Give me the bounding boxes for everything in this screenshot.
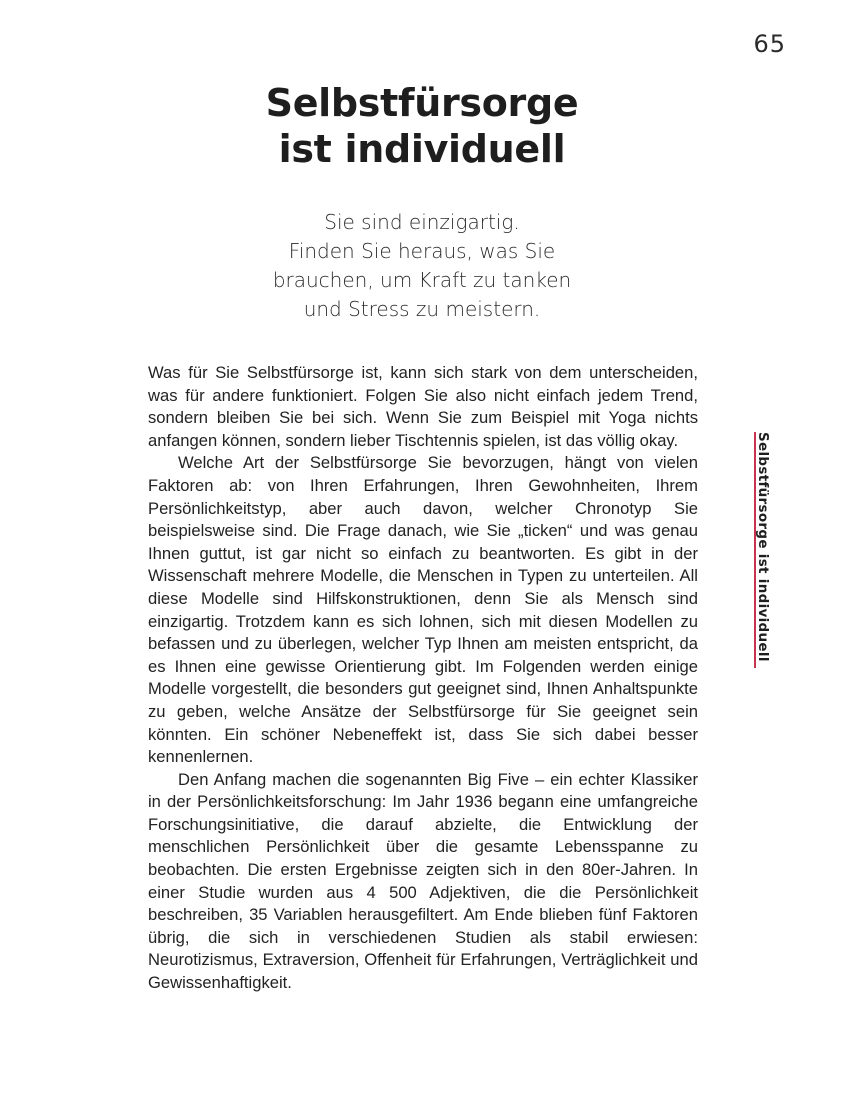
body-text — [148, 362, 698, 995]
subtitle-line-2: Finden Sie heraus, was Sie — [288, 239, 556, 263]
subtitle-line-3: brauchen, um Kraft zu tanken — [272, 268, 572, 292]
subtitle-line-1: Sie sind einzigartig. — [324, 210, 520, 234]
chapter-side-label: Selbstfürsorge ist individuell — [755, 432, 771, 662]
chapter-side-tab — [751, 432, 781, 668]
subtitle — [0, 208, 844, 324]
page-number: 65 — [753, 30, 786, 58]
title-line-1: Selbstfürsorge — [265, 81, 579, 125]
title-line-2: ist individuell — [278, 127, 566, 171]
page-title — [0, 80, 844, 172]
paragraph-3: Den Anfang machen die sogenannten Big Five – ein echter Klassiker in der Persönlichkeitsforschung: Im Jahr 1936 begann eine umfangreiche Forschungsinitiative, die darauf abzielte, die Entwicklung der menschlichen Persönlichkeit über die gesamte Lebensspanne zu beobachten. Die ersten Ergebnisse zeigten sich in den 80er-Jahren. In einer Studie wurden aus 4 500 Adjektiven, die die Persönlichkeit beschreiben, 35 Variablen herausgefiltert. Am Ende blieben fünf Faktoren übrig, die sich in verschiedenen Studien als stabil erwiesen: Neurotizismus, Extraversion, Offenheit für Erfahrungen, Verträglichkeit und Gewissenhaftigkeit. — [148, 769, 698, 993]
paragraph-1: Was für Sie Selbstfürsorge ist, kann sich stark von dem unterscheiden, was für andere funktioniert. Folgen Sie also nicht einfach jedem Trend, sondern bleiben Sie bei sich. Wenn Sie zum Beispiel mit Yoga nichts anfangen können, sondern lieber Tischtennis spielen, ist das völlig okay. — [148, 363, 698, 450]
paragraph-2: Welche Art der Selbstfürsorge Sie bevorzugen, hängt von vielen Faktoren ab: von Ihren Erfahrungen, Ihren Gewohnheiten, Ihrem Persönlichkeitstyp, aber auch davon, welcher Chronotyp Sie beispielsweise sind. Die Frage danach, wie Sie „ticken“ und was genau Ihnen guttut, ist gar nicht so einfach zu beantworten. Es gibt in der Wissenschaft mehrere Modelle, die Menschen in Typen zu unterteilen. All diese Modelle sind Hilfskonstruktionen, denn Sie als Mensch sind einzigartig. Trotzdem kann es sich lohnen, sich mit diesen Modellen zu befassen und zu überlegen, welcher Typ Ihnen am meisten entspricht, da es Ihnen eine gewisse Orientierung gibt. Im Folgenden werden einige Modelle vorgestellt, die besonders gut geeignet sind, Ihnen Anhaltspunkte zu geben, welche Ansätze der Selbstfürsorge für Sie geeignet sein könnten. Ein schöner Nebeneffekt ist, dass Sie sich dabei besser kennenlernen. — [148, 453, 698, 767]
subtitle-line-4: und Stress zu meistern. — [303, 297, 541, 321]
